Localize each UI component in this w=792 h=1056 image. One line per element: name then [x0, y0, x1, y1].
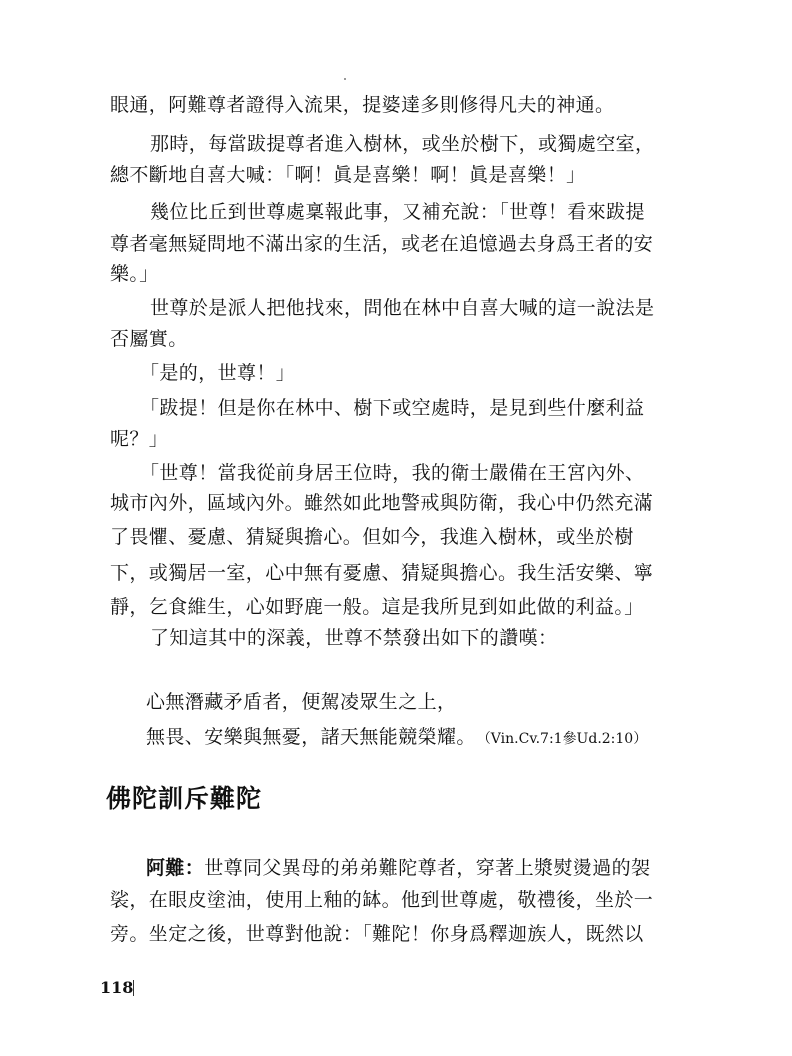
dialogue-line: 靜，乞食維生，心如野鹿一般。這是我所見到如此做的利益。」 — [110, 596, 644, 618]
verse-line: 心無潛藏矛盾者，便駕凌眾生之上， — [146, 691, 457, 713]
dialogue-line: 「世尊！當我從前身居王位時，我的衛士嚴備在王宮內外、 — [140, 462, 645, 484]
body-line: 裟，在眼皮塗油，使用上釉的缽。他到世尊處，敬禮後，坐於一 — [110, 889, 654, 911]
body-line: 那時，每當跋提尊者進入樹林，或坐於樹下，或獨處空室， — [150, 133, 655, 155]
body-line: 世尊於是派人把他找來，問他在林中自喜大喊的這一說法是 — [150, 297, 655, 319]
speaker-label: 阿難： — [146, 857, 205, 879]
verse-line — [146, 728, 647, 747]
dialogue-line: 了畏懼、憂慮、猜疑與擔心。但如今，我進入樹林，或坐於樹 — [110, 526, 634, 548]
body-line: 否屬實。 — [110, 328, 188, 350]
body-line: 幾位比丘到世尊處稟報此事，又補充說：「世尊！看來跋提 — [150, 201, 645, 223]
dialogue-line: 「跋提！但是你在林中、樹下或空處時，是見到些什麼利益 — [140, 397, 645, 419]
dialogue-line: 城市內外，區域內外。雖然如此地警戒與防衛，我心中仍然充滿 — [110, 492, 654, 514]
body-line — [146, 859, 650, 878]
citation: （Vin.Cv.7:1參Ud.2:10） — [483, 731, 648, 747]
dialogue-line: 呢？」 — [110, 428, 169, 450]
body-text: 世尊同父異母的弟弟難陀尊者，穿著上漿熨燙過的袈 — [204, 857, 651, 879]
body-line: 旁。坐定之後，世尊對他說：「難陀！你身爲釋迦族人，既然以 — [110, 923, 644, 945]
scan-speck — [344, 78, 346, 80]
body-line: 了知這其中的深義，世尊不禁發出如下的讚嘆： — [150, 627, 558, 649]
body-line: 總不斷地自喜大喊：「啊！眞是喜樂！啊！眞是喜樂！」 — [110, 164, 586, 186]
body-line: 眼通，阿難尊者證得入流果，提婆達多則修得凡夫的神通。 — [110, 94, 615, 116]
body-line: 樂。」 — [110, 263, 159, 285]
verse-text: 無畏、安樂與無憂，諸天無能競榮耀。 — [146, 726, 476, 748]
dialogue-line: 「是的，世尊！」 — [140, 362, 296, 384]
body-line: 尊者毫無疑問地不滿出家的生活，或老在追憶過去身爲王者的安 — [110, 233, 654, 255]
folio-divider — [133, 980, 134, 996]
dialogue-line: 下，或獨居一室，心中無有憂慮、猜疑與擔心。我生活安樂、寧 — [110, 562, 654, 584]
section-heading: 佛陀訓斥難陀 — [106, 784, 263, 813]
page-number: 118 — [100, 978, 134, 997]
